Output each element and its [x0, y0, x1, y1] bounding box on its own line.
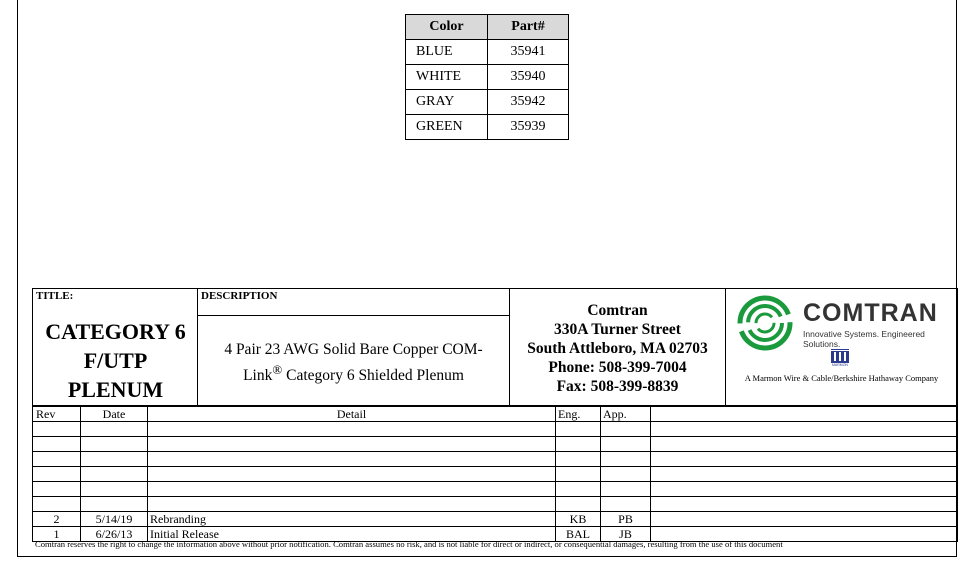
comtran-logo-icon [736, 294, 794, 352]
registered-mark: ® [272, 362, 283, 377]
app-cell [601, 467, 651, 482]
app-header: App. [601, 407, 651, 422]
street-address: 330A Turner Street [554, 321, 681, 338]
eng-cell [556, 467, 601, 482]
part-number-cell: 35939 [488, 115, 569, 140]
blank-cell [651, 437, 958, 452]
app-cell [601, 422, 651, 437]
description-line-2a: Link [243, 367, 273, 385]
description-header [198, 289, 509, 316]
blank-cell [651, 512, 958, 527]
app-cell: JB [601, 527, 651, 542]
table-row [33, 497, 958, 512]
logo-cell [726, 289, 957, 405]
revision-table [32, 406, 958, 542]
color-cell: GRAY [406, 90, 488, 115]
eng-cell: BAL [556, 527, 601, 542]
rev-cell: 2 [33, 512, 81, 527]
rev-header: Rev [33, 407, 81, 422]
comtran-logo-wordmark: COMTRAN [803, 299, 938, 327]
address-cell [510, 289, 726, 405]
blank-cell [651, 422, 958, 437]
blank-cell [651, 467, 958, 482]
table-row [33, 482, 958, 497]
app-cell [601, 482, 651, 497]
detail-cell [148, 467, 556, 482]
disclaimer-text: Comtran reserves the right to change the information above without prior notification. Comtran assumes no risk, and is not liable for direct or indirect, or consequential damages, resulting from the use of this document [35, 539, 783, 549]
description-label: DESCRIPTION [201, 290, 278, 302]
date-cell [81, 482, 148, 497]
marmon-logo-icon [831, 349, 849, 363]
detail-cell: Initial Release [148, 527, 556, 542]
description-line-2b: Category 6 Shielded Plenum [282, 367, 464, 385]
eng-cell: KB [556, 512, 601, 527]
eng-cell [556, 422, 601, 437]
phone-number: Phone: 508-399-7004 [548, 359, 687, 376]
color-cell: GREEN [406, 115, 488, 140]
date-cell [81, 467, 148, 482]
eng-cell [556, 452, 601, 467]
date-header: Date [81, 407, 148, 422]
table-row [33, 467, 958, 482]
table-row [406, 90, 569, 115]
color-cell: WHITE [406, 65, 488, 90]
blank-cell [651, 452, 958, 467]
company-name: Comtran [587, 302, 648, 319]
eng-cell [556, 437, 601, 452]
part-number-cell: 35941 [488, 40, 569, 65]
part-table-header-row [406, 15, 569, 40]
title-line-1: CATEGORY 6 [45, 319, 186, 344]
part-number-table [405, 14, 569, 140]
table-row [406, 40, 569, 65]
city-address: South Attleboro, MA 02703 [527, 340, 708, 357]
date-cell [81, 452, 148, 467]
table-row [33, 452, 958, 467]
blank-cell [651, 482, 958, 497]
title-block [32, 288, 958, 406]
app-cell [601, 437, 651, 452]
rev-cell [33, 497, 81, 512]
description-cell [198, 289, 510, 405]
rev-cell [33, 452, 81, 467]
date-cell [81, 422, 148, 437]
table-row [33, 512, 958, 527]
rev-cell [33, 437, 81, 452]
rev-cell: 1 [33, 527, 81, 542]
detail-cell [148, 452, 556, 467]
date-cell: 5/14/19 [81, 512, 148, 527]
detail-header: Detail [148, 407, 556, 422]
title-label: TITLE: [36, 290, 74, 302]
color-header: Color [406, 15, 488, 40]
eng-cell [556, 497, 601, 512]
part-number-cell: 35940 [488, 65, 569, 90]
rev-cell [33, 482, 81, 497]
marmon-logo-word: MARMON [832, 363, 848, 367]
detail-cell [148, 497, 556, 512]
part-number-cell: 35942 [488, 90, 569, 115]
eng-header: Eng. [556, 407, 601, 422]
table-row [406, 65, 569, 90]
date-cell [81, 437, 148, 452]
detail-cell [148, 437, 556, 452]
table-row [33, 437, 958, 452]
blank-cell [651, 497, 958, 512]
title-line-3: PLENUM [67, 377, 164, 402]
app-cell [601, 497, 651, 512]
description-line-2 [198, 360, 509, 386]
detail-cell [148, 422, 556, 437]
date-cell: 6/26/13 [81, 527, 148, 542]
table-row [406, 115, 569, 140]
comtran-tagline: Innovative Systems. Engineered Solutions. [803, 329, 925, 349]
detail-cell [148, 482, 556, 497]
part-number-header: Part# [488, 15, 569, 40]
rev-cell [33, 422, 81, 437]
parent-company-line: A Marmon Wire & Cable/Berkshire Hathaway Company [744, 373, 939, 383]
date-cell [81, 497, 148, 512]
app-cell: PB [601, 512, 651, 527]
title-cell [33, 289, 198, 405]
product-title [33, 317, 198, 404]
title-line-2: F/UTP [83, 348, 148, 373]
eng-cell [556, 482, 601, 497]
description-text [198, 340, 509, 386]
revision-header-row [33, 407, 958, 422]
app-cell [601, 452, 651, 467]
fax-number: Fax: 508-399-8839 [556, 378, 679, 395]
detail-cell: Rebranding [148, 512, 556, 527]
description-line-1: 4 Pair 23 AWG Solid Bare Copper COM- [224, 341, 483, 358]
color-cell: BLUE [406, 40, 488, 65]
table-row [33, 422, 958, 437]
blank-column [651, 407, 958, 422]
rev-cell [33, 467, 81, 482]
